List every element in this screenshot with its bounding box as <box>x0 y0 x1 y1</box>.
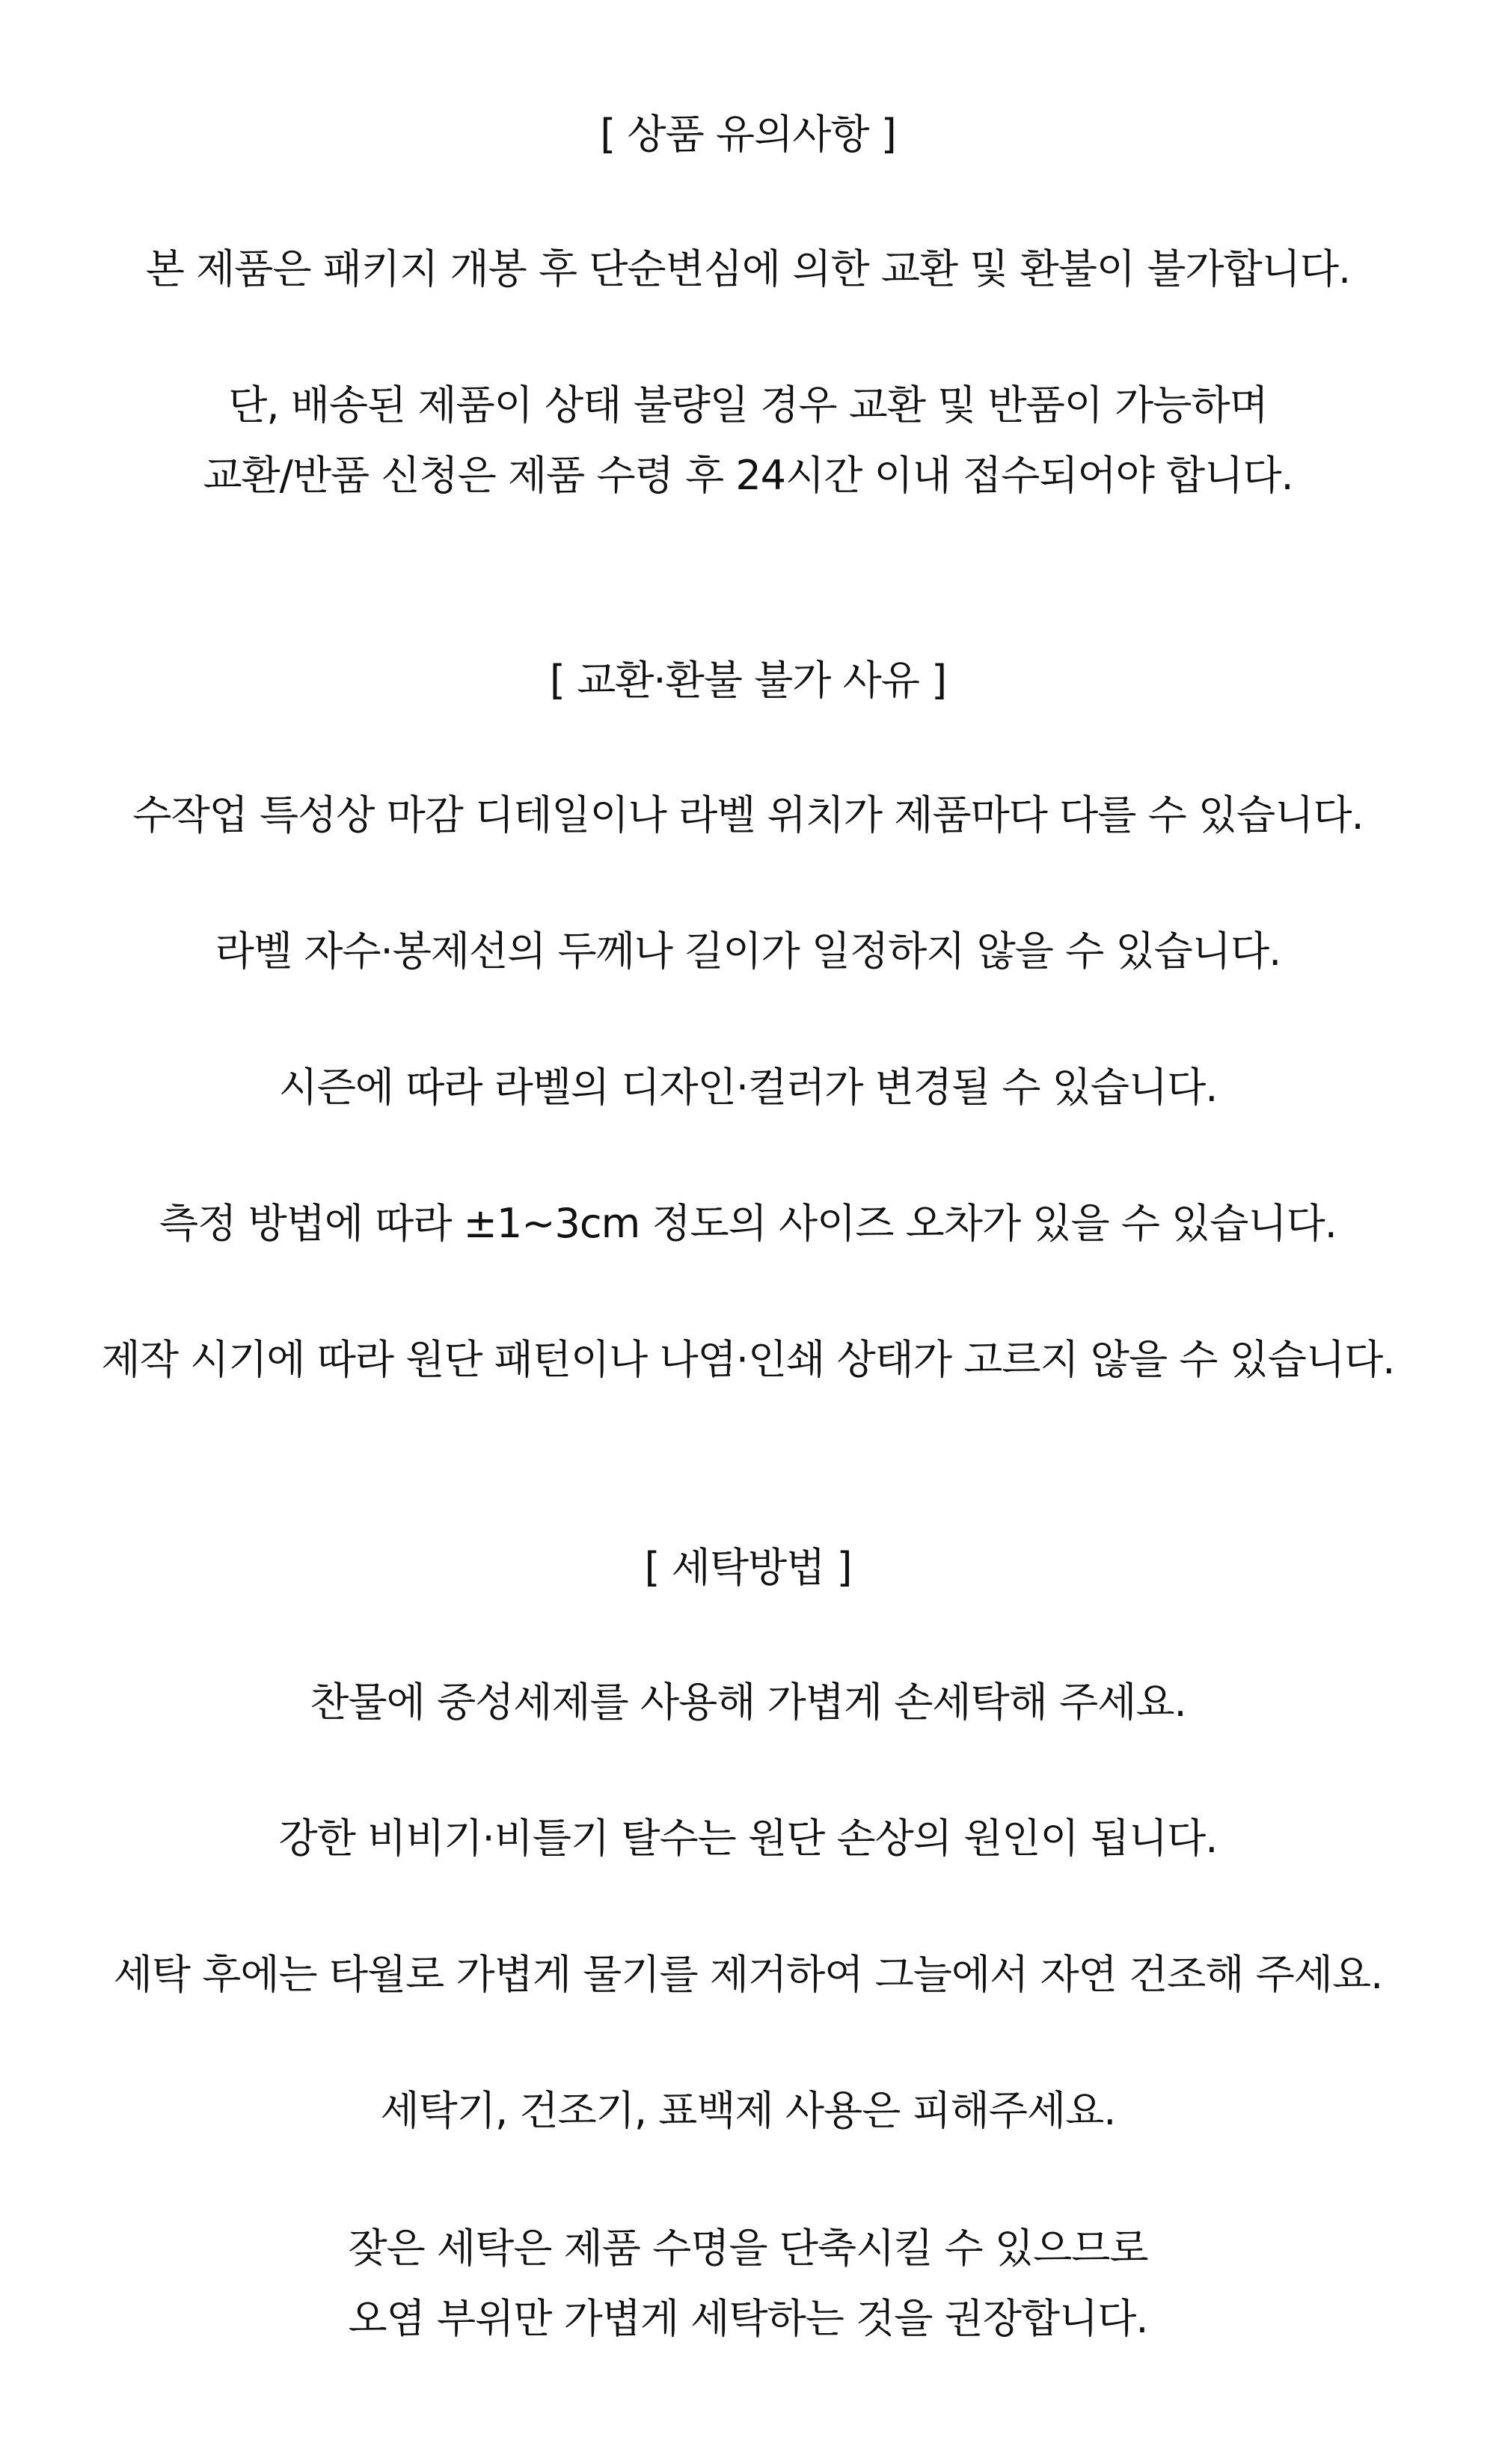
no-refund-item: 수작업 특성상 마감 디테일이나 라벨 위치가 제품마다 다를 수 있습니다. <box>132 791 1364 839</box>
washing-heading: [ 세탁방법 ] <box>644 1544 852 1591</box>
washing-item: 찬물에 중성세제를 사용해 가볍게 손세탁해 주세요. <box>310 1679 1186 1726</box>
notice-paragraph-1: 본 제품은 패키지 개봉 후 단순변심에 의한 교환 및 환불이 불가합니다. <box>145 245 1351 292</box>
washing-item: 세탁기, 건조기, 표백제 사용은 피해주세요. <box>380 2087 1116 2134</box>
no-refund-item: 제작 시기에 따라 원단 패턴이나 나염·인쇄 상태가 고르지 않을 수 있습니다. <box>101 1336 1395 1383</box>
washing-item: 강한 비비기·비틀기 탈수는 원단 손상의 원인이 됩니다. <box>278 1815 1218 1862</box>
no-refund-item: 측정 방법에 따라 ±1~3cm 정도의 사이즈 오차가 있을 수 있습니다. <box>159 1200 1337 1247</box>
notice-paragraph-2-line-2: 교환/반품 신청은 제품 수령 후 24시간 이내 접수되어야 합니다. <box>203 452 1293 499</box>
notice-paragraph-2-line-1: 단, 배송된 제품이 상태 불량일 경우 교환 및 반품이 가능하며 <box>228 381 1268 429</box>
no-refund-item: 시즌에 따라 라벨의 디자인·컬러가 변경될 수 있습니다. <box>278 1064 1218 1111</box>
washing-last-line-1: 잦은 세탁은 제품 수명을 단축시킬 수 있으므로 <box>348 2225 1148 2272</box>
no-refund-item: 라벨 자수·봉제선의 두께나 길이가 일정하지 않을 수 있습니다. <box>215 928 1281 975</box>
notice-heading: [ 상품 유의사항 ] <box>600 111 896 158</box>
washing-last-line-2: 오염 부위만 가볍게 세탁하는 것을 권장합니다. <box>348 2295 1148 2342</box>
no-refund-heading: [ 교환·환불 불가 사유 ] <box>549 657 947 704</box>
washing-item: 세탁 후에는 타월로 가볍게 물기를 제거하여 그늘에서 자연 건조해 주세요. <box>113 1951 1383 1998</box>
